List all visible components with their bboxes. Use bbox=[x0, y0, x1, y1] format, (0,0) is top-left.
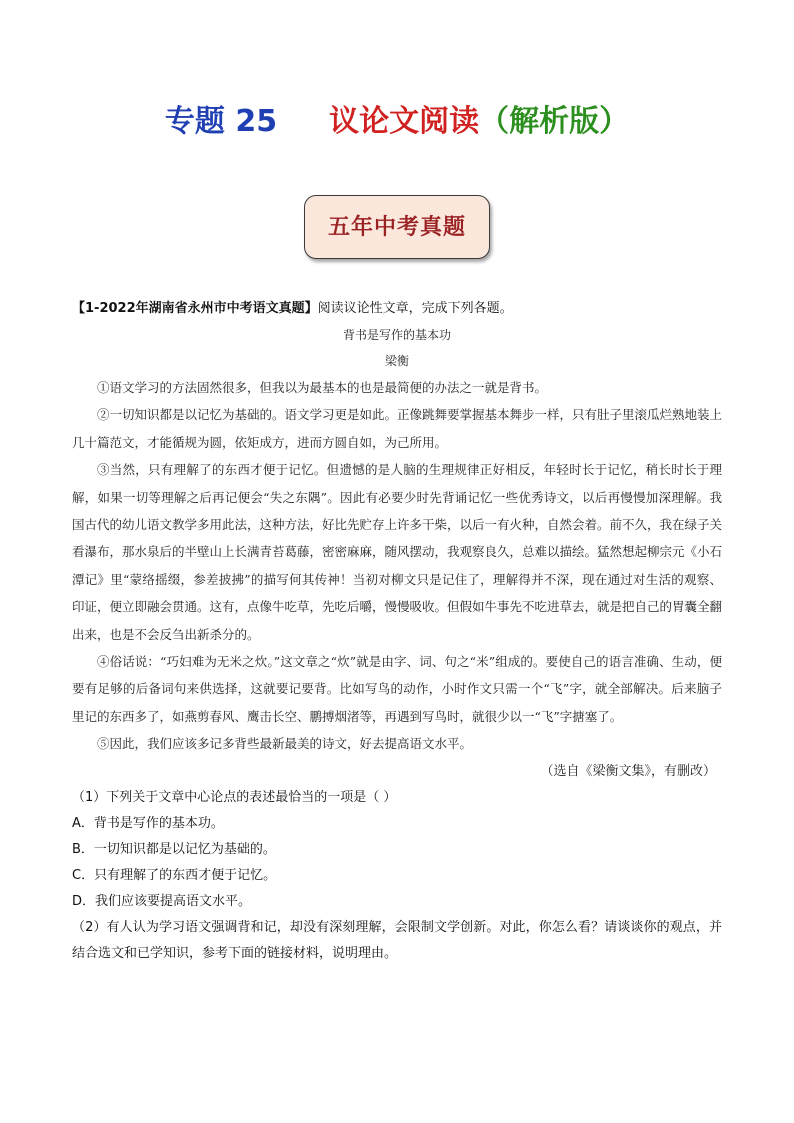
article-author: 梁衡 bbox=[384, 354, 409, 368]
article-paragraph-3: ③当然，只有理解了的东西才便于记忆。但遗憾的是人脑的生理规律正好相反，年轻时长于记忆，稍长时长于理解，如果一切等理解之后再记便会“失之东隅”。因此有必要少时先背诵记忆一些优秀诗文，以后再慢慢加深理解。我国古代的幼儿语文教学多用此法，这种方法，好比先贮存上许多干柴，以后一有火种，自然会着。前不久，我在绿子关看瀑布，那水泉后的半壁山上长满青苔葛藤，密密麻麻，随风摆动，我观察良久，总难以描绘。猛然想起柳宗元《小石潭记》里“蒙络摇缀，参差披拂”的描写何其传神！当初对柳文只是记住了，理解得并不深，现在通过对生活的观察、印证，便立即融会贯通。这有，点像牛吃草，先吃后嚼，慢慢吸收。但假如牛事先不吃进草去，就是把自己的胃囊全翻出来，也是不会反刍出新杀分的。 bbox=[72, 462, 723, 642]
article-paragraph-4: ④俗话说：“巧妇难为无米之炊。”这文章之“炊”就是由字、词、句之“米”组成的。要使自己的语言准确、生动，便要有足够的后备词句来供选择，这就要记要背。比如写鸟的动作，小时作文只需一个“飞”字，就全部解决。后来脑子里记的东西多了，如燕剪春风、鹰击长空、鹏搏烟渚等，再遇到写鸟时，就很少以一“飞”字搪塞了。 bbox=[72, 654, 722, 724]
article-title: 背书是写作的基本功 bbox=[342, 328, 451, 342]
section-label-box: 五年中考真题 bbox=[304, 195, 490, 259]
instruction-text: 阅读议论性文章，完成下列各题。 bbox=[317, 301, 513, 316]
article-paragraph-2: ②一切知识都是以记忆为基础的。语文学习更是如此。正像跳舞要掌握基本舞步一样，只有肚子里滚瓜烂熟地装上几十篇范文，才能循规为圆，依矩成方，进而方圆自如，为己所用。 bbox=[72, 407, 723, 450]
question-2: （2）有人认为学习语文强调背和记，却没有深刻理解，会限制文学创新。对此，你怎么看？请谈谈你的观点，并结合选文和已学知识，参考下面的链接材料，说明理由。 bbox=[72, 919, 722, 961]
reading-passage bbox=[72, 322, 722, 785]
article-paragraph-5: ⑤因此，我们应该多记多背些最新最美的诗文，好去提高语文水平。 bbox=[97, 736, 473, 752]
option-a: A．背书是写作的基本功。 bbox=[72, 815, 224, 831]
question-header bbox=[72, 296, 722, 322]
question-1: （1）下列关于文章中心论点的表述最恰当的一项是（ ） bbox=[72, 789, 397, 805]
topic-number: 专题 25 bbox=[164, 104, 278, 139]
source-tag: 【1-2022年湖南省永州市中考语文真题】 bbox=[72, 301, 318, 316]
article-citation: （选自《梁衡文集》，有删改） bbox=[540, 763, 716, 779]
title-sub: （解析版） bbox=[479, 104, 630, 139]
article-paragraph-1: ①语文学习的方法固然很多，但我以为最基本的也是最简便的办法之一就是背书。 bbox=[97, 380, 548, 395]
option-d: D．我们应该要提高语文水平。 bbox=[72, 893, 252, 909]
title-main: 议论文阅读 bbox=[329, 104, 480, 139]
page-title bbox=[0, 98, 794, 146]
option-b: B．一切知识都是以记忆为基础的。 bbox=[72, 841, 276, 857]
option-c: C．只有理解了的东西才便于记忆。 bbox=[72, 867, 277, 883]
content-area bbox=[72, 296, 722, 967]
